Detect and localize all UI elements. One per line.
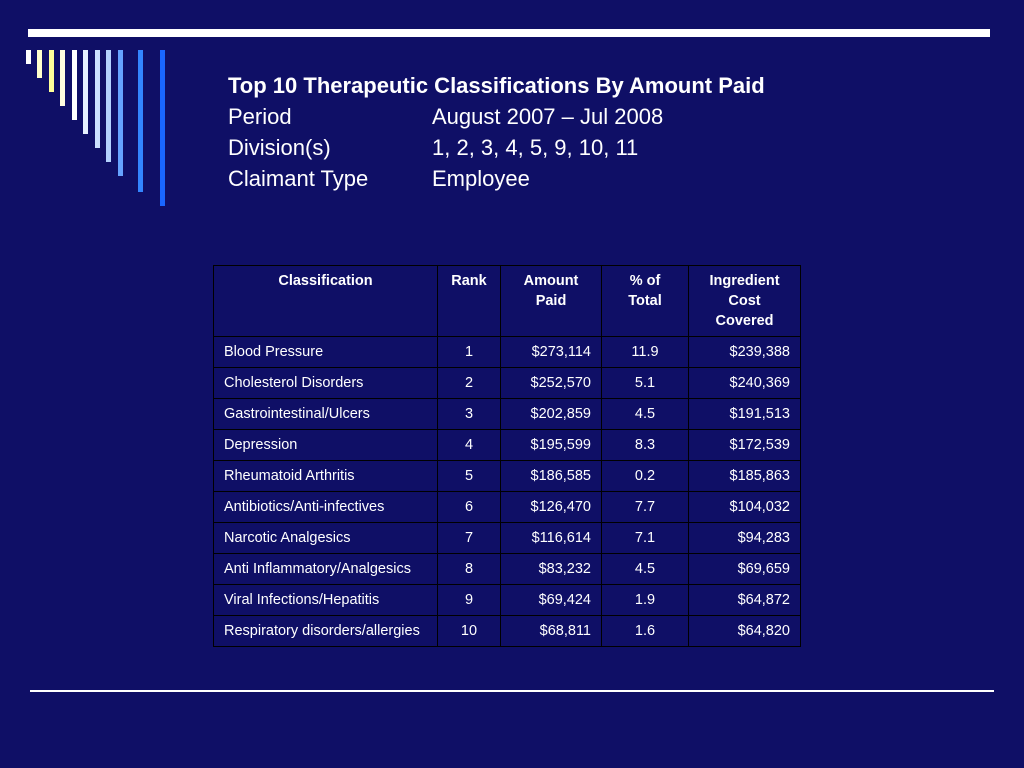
table-row	[214, 492, 801, 523]
stripe	[49, 50, 54, 92]
cell-classification: Depression	[214, 430, 438, 461]
stripe	[72, 50, 77, 120]
header-classification: Classification	[214, 266, 438, 337]
table-row	[214, 430, 801, 461]
cell-classification: Anti Inflammatory/Analgesics	[214, 554, 438, 585]
meta-value: August 2007 – Jul 2008	[432, 104, 664, 129]
classification-table	[213, 265, 801, 647]
header-amount-paid: Amount Paid	[501, 266, 602, 337]
decorative-stripes	[26, 50, 166, 210]
cell-ingredient-cost: $172,539	[689, 430, 801, 461]
table-row	[214, 337, 801, 368]
cell-classification: Blood Pressure	[214, 337, 438, 368]
cell-amount-paid: $83,232	[501, 554, 602, 585]
stripe	[26, 50, 31, 64]
table-row	[214, 523, 801, 554]
cell-amount-paid: $69,424	[501, 585, 602, 616]
cell-pct-total: 5.1	[602, 368, 689, 399]
title-block	[228, 70, 765, 194]
cell-classification: Viral Infections/Hepatitis	[214, 585, 438, 616]
cell-ingredient-cost: $191,513	[689, 399, 801, 430]
cell-classification: Rheumatoid Arthritis	[214, 461, 438, 492]
cell-rank: 1	[438, 337, 501, 368]
table-row	[214, 585, 801, 616]
header-ingredient-cost: Ingredient Cost Covered	[689, 266, 801, 337]
cell-ingredient-cost: $64,820	[689, 616, 801, 647]
cell-rank: 2	[438, 368, 501, 399]
cell-ingredient-cost: $64,872	[689, 585, 801, 616]
cell-classification: Narcotic Analgesics	[214, 523, 438, 554]
meta-label: Period	[228, 104, 292, 129]
cell-amount-paid: $126,470	[501, 492, 602, 523]
meta-row-claimant-type	[228, 163, 765, 194]
cell-classification: Gastrointestinal/Ulcers	[214, 399, 438, 430]
meta-label: Division(s)	[228, 135, 331, 160]
cell-pct-total: 1.6	[602, 616, 689, 647]
meta-value: Employee	[432, 166, 530, 191]
table-row	[214, 554, 801, 585]
table-row	[214, 616, 801, 647]
cell-pct-total: 8.3	[602, 430, 689, 461]
cell-ingredient-cost: $239,388	[689, 337, 801, 368]
cell-rank: 8	[438, 554, 501, 585]
cell-ingredient-cost: $94,283	[689, 523, 801, 554]
table-row	[214, 368, 801, 399]
stripe	[138, 50, 143, 192]
table-header-row	[214, 266, 801, 337]
cell-rank: 9	[438, 585, 501, 616]
cell-pct-total: 1.9	[602, 585, 689, 616]
cell-pct-total: 4.5	[602, 554, 689, 585]
cell-amount-paid: $195,599	[501, 430, 602, 461]
meta-row-divisions	[228, 132, 765, 163]
stripe	[83, 50, 88, 134]
cell-rank: 10	[438, 616, 501, 647]
cell-classification: Respiratory disorders/allergies	[214, 616, 438, 647]
cell-rank: 7	[438, 523, 501, 554]
meta-value: 1, 2, 3, 4, 5, 9, 10, 11	[432, 135, 639, 160]
cell-rank: 4	[438, 430, 501, 461]
cell-pct-total: 0.2	[602, 461, 689, 492]
stripe	[160, 50, 165, 206]
bottom-rule	[30, 690, 994, 692]
cell-amount-paid: $252,570	[501, 368, 602, 399]
stripe	[60, 50, 65, 106]
cell-pct-total: 7.7	[602, 492, 689, 523]
top-rule	[28, 29, 990, 37]
cell-ingredient-cost: $104,032	[689, 492, 801, 523]
cell-ingredient-cost: $185,863	[689, 461, 801, 492]
table-row	[214, 461, 801, 492]
cell-rank: 5	[438, 461, 501, 492]
header-rank: Rank	[438, 266, 501, 337]
cell-ingredient-cost: $240,369	[689, 368, 801, 399]
meta-row-period	[228, 101, 765, 132]
cell-amount-paid: $68,811	[501, 616, 602, 647]
cell-classification: Antibiotics/Anti-infectives	[214, 492, 438, 523]
stripe	[95, 50, 100, 148]
cell-rank: 6	[438, 492, 501, 523]
meta-label: Claimant Type	[228, 166, 369, 191]
cell-classification: Cholesterol Disorders	[214, 368, 438, 399]
table-row	[214, 399, 801, 430]
slide-title: Top 10 Therapeutic Classifications By Amount Paid	[228, 73, 765, 98]
cell-rank: 3	[438, 399, 501, 430]
stripe	[118, 50, 123, 176]
cell-ingredient-cost: $69,659	[689, 554, 801, 585]
cell-amount-paid: $116,614	[501, 523, 602, 554]
cell-pct-total: 11.9	[602, 337, 689, 368]
cell-pct-total: 7.1	[602, 523, 689, 554]
cell-amount-paid: $202,859	[501, 399, 602, 430]
stripe	[106, 50, 111, 162]
header-pct-total: % of Total	[602, 266, 689, 337]
cell-pct-total: 4.5	[602, 399, 689, 430]
stripe	[37, 50, 42, 78]
cell-amount-paid: $273,114	[501, 337, 602, 368]
cell-amount-paid: $186,585	[501, 461, 602, 492]
